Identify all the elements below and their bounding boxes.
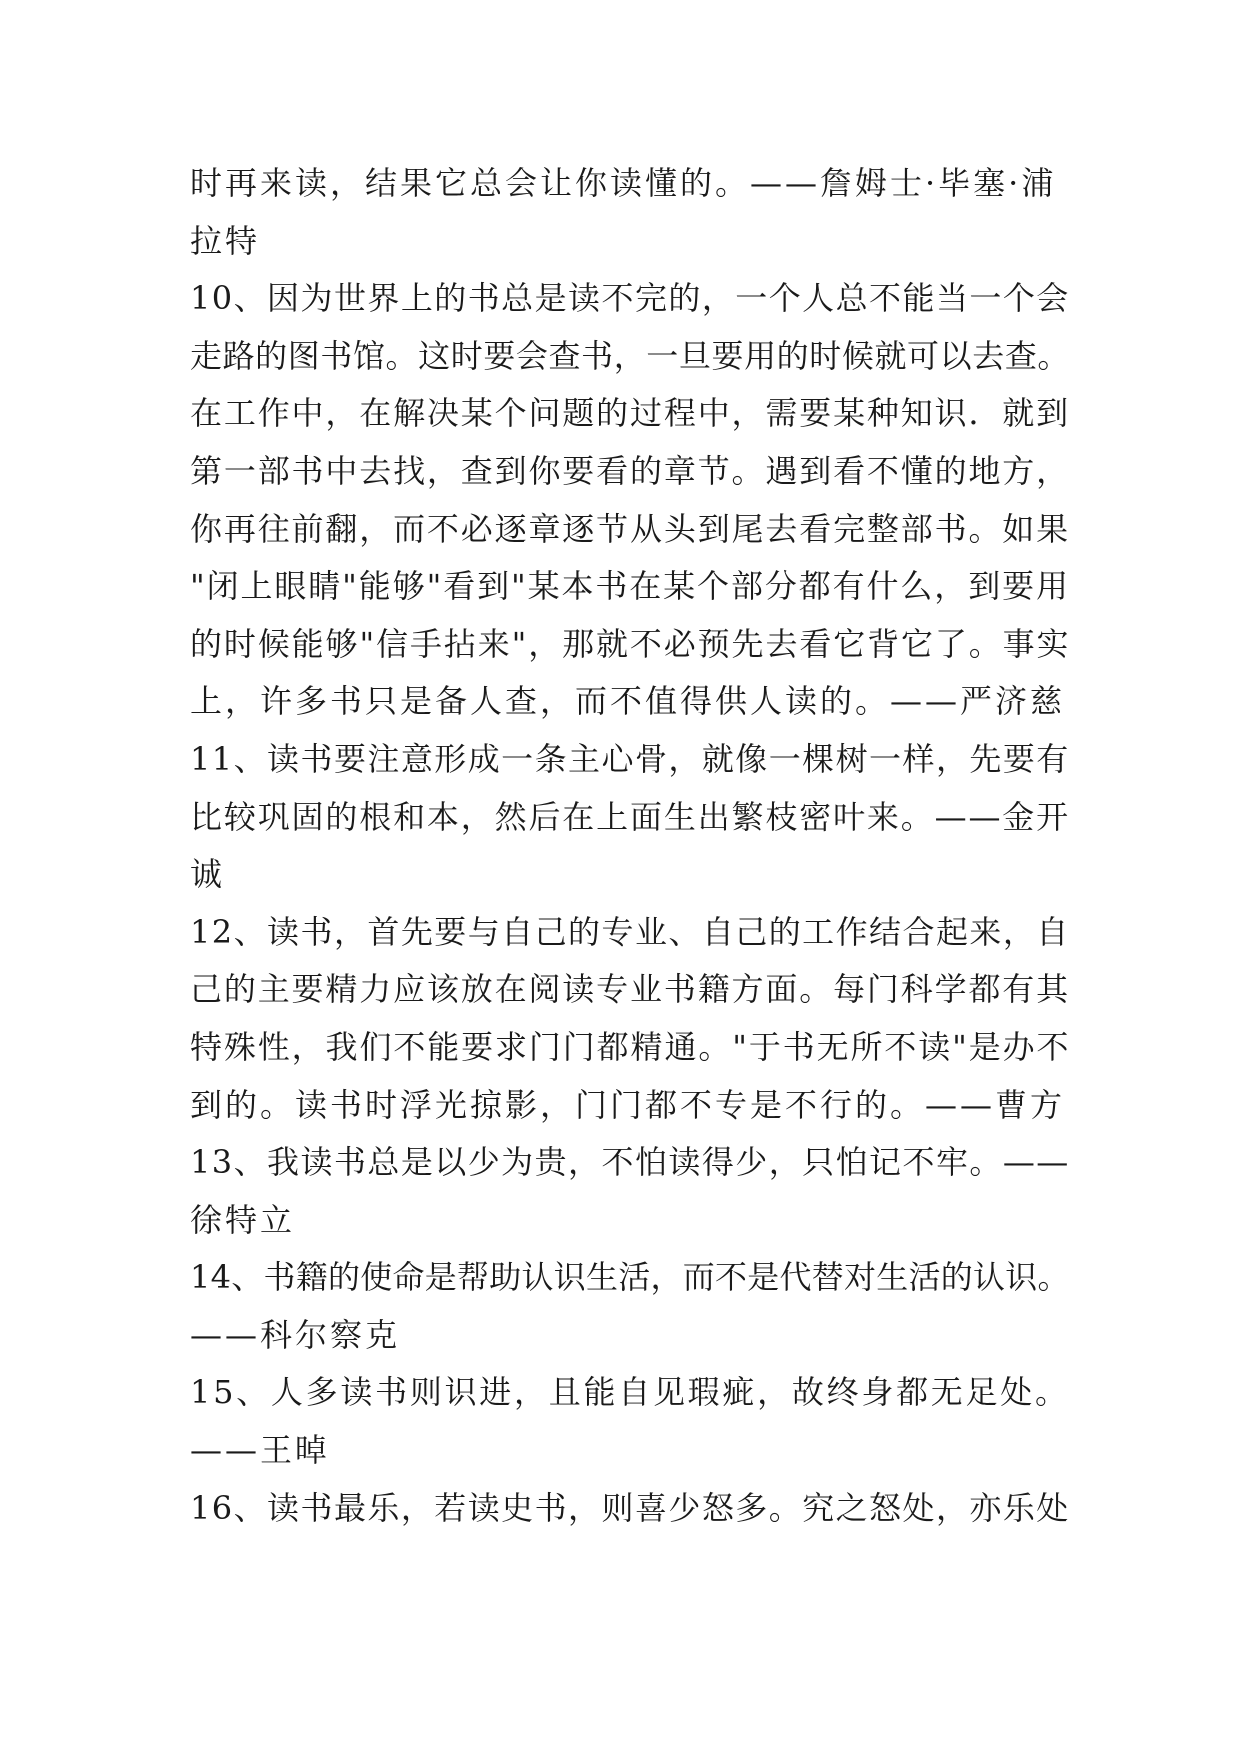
text-line: 诚 bbox=[190, 855, 226, 894]
text-line: 在工作中，在解决某个问题的过程中，需要某种知识．就到 bbox=[190, 394, 1071, 433]
text-line: "闭上眼睛"能够"看到"某本书在某个部分都有什么，到要用 bbox=[190, 567, 1070, 606]
text-line: 己的主要精力应该放在阅读专业书籍方面。每门科学都有其 bbox=[190, 970, 1071, 1009]
text-line: 16、读书最乐，若读史书，则喜少怒多。究之怒处，亦乐处 bbox=[190, 1488, 1070, 1527]
document-body bbox=[190, 155, 1070, 1537]
text-line: 10、因为世界上的书总是读不完的，一个人总不能当一个会 bbox=[190, 279, 1070, 318]
text-line: 到的。读书时浮光掠影，门门都不专是不行的。——曹方 bbox=[190, 1085, 1066, 1124]
text-line: 上，许多书只是备人查，而不值得供人读的。——严济慈 bbox=[190, 682, 1066, 721]
text-line: 13、我读书总是以少为贵，不怕读得少，只怕记不牢。—— bbox=[190, 1143, 1070, 1182]
text-line: 15、人多读书则识进，且能自见瑕疵，故终身都无足处。 bbox=[190, 1373, 1070, 1412]
text-line: 12、读书，首先要与自己的专业、自己的工作结合起来，自 bbox=[190, 912, 1070, 951]
text-line: 拉特 bbox=[190, 221, 261, 260]
text-line: 时再来读，结果它总会让你读懂的。——詹姆士·毕塞·浦 bbox=[190, 164, 1057, 202]
text-line: 特殊性，我们不能要求门门都精通。"于书无所不读"是办不 bbox=[190, 1027, 1071, 1066]
text-line: 11、读书要注意形成一条主心骨，就像一棵树一样，先要有 bbox=[190, 739, 1070, 778]
text-line: 第一部书中去找，查到你要看的章节。遇到看不懂的地方， bbox=[190, 451, 1071, 490]
text-line: 14、书籍的使命是帮助认识生活，而不是代替对生活的认识。 bbox=[190, 1258, 1070, 1297]
text-line: 徐特立 bbox=[190, 1200, 296, 1239]
text-line: 的时候能够"信手拈来"，那就不必预先去看它背它了。事实 bbox=[190, 624, 1071, 663]
text-line: 比较巩固的根和本，然后在上面生出繁枝密叶来。——金开 bbox=[190, 797, 1071, 836]
text-line: 你再往前翻，而不必逐章逐节从头到尾去看完整部书。如果 bbox=[190, 509, 1071, 548]
text-line: ——王晫 bbox=[190, 1431, 331, 1470]
text-line: 走路的图书馆。这时要会查书，一旦要用的时候就可以去查。 bbox=[190, 336, 1071, 375]
text-line: ——科尔察克 bbox=[190, 1315, 401, 1354]
